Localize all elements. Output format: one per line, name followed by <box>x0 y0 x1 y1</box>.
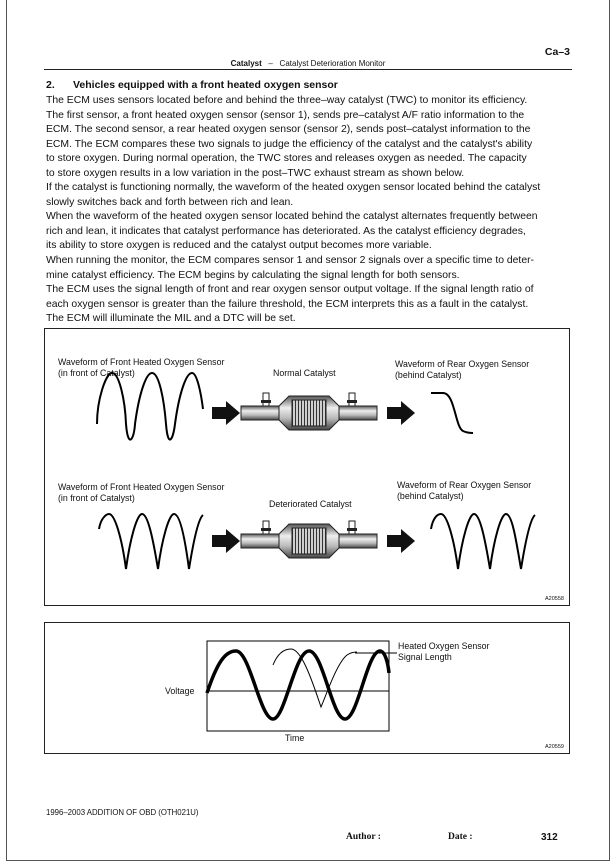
deteriorated-catalyst-icon <box>241 521 377 558</box>
body-line: The ECM uses sensors located before and behind the three–way catalyst (TWC) to monitor its efficiency. <box>46 95 528 106</box>
normal-front-label: Waveform of Front Heated Oxygen Sensor <box>58 357 225 367</box>
body-line: The first sensor, a front heated oxygen sensor (sensor 1), sends pre–catalyst A/F ratio information to the <box>46 109 525 121</box>
page-number: 312 <box>541 832 558 843</box>
body-line: rich and lean, it indicates that catalyst performance has deteriorated. As the catalyst efficiency degrades, <box>46 225 526 237</box>
section-number: 2. <box>46 79 55 91</box>
body-line: to store oxygen results in a low variation in the post–TWC exhaust stream as shown below. <box>46 167 465 179</box>
figure1-code: A20558 <box>545 596 564 602</box>
figure-catalyst-waveforms <box>44 328 570 606</box>
deteriorated-rear-label: Waveform of Rear Oxygen Sensor <box>397 480 532 490</box>
figure2-code: A20559 <box>545 744 564 750</box>
body-line: mine catalyst efficiency. The ECM begins by calculating the signal length for both sensors. <box>46 269 460 281</box>
running-header <box>46 59 570 68</box>
author-label: Author : <box>346 832 381 842</box>
header-separator: – <box>268 59 273 68</box>
section-heading-text: Vehicles equipped with a front heated oxygen sensor <box>73 79 338 91</box>
deteriorated-catalyst-label: Deteriorated Catalyst <box>269 499 352 509</box>
normal-rear-sublabel: (behind Catalyst) <box>395 370 462 380</box>
body-text <box>46 94 576 327</box>
body-line: each oxygen sensor is greater than the failure threshold, the ECM interprets this as a fault in the catalyst. <box>46 298 529 310</box>
deteriorated-flow-arrow-in <box>212 529 240 553</box>
body-line: When the waveform of the heated oxygen sensor located behind the catalyst alternates frequently between <box>46 211 538 223</box>
normal-front-waveform <box>97 373 203 440</box>
normal-catalyst-icon <box>241 393 377 430</box>
body-line: ECM. The ECM compares these two signals to judge the efficiency of the catalyst and the catalyst's ability <box>46 138 533 150</box>
date-label: Date : <box>448 832 473 842</box>
header-rule <box>44 69 572 70</box>
section-title: Catalyst <box>230 59 262 68</box>
figure1-drawing <box>45 329 571 607</box>
time-axis-label: Time <box>285 733 305 743</box>
signal-length-label: Heated Oxygen Sensor <box>398 641 490 651</box>
normal-rear-waveform <box>431 393 473 433</box>
deteriorated-front-waveform <box>99 514 203 569</box>
publication-info: 1996–2003 ADDITION OF OBD (OTH021U) <box>46 808 199 817</box>
body-line: slowly switches back and forth between rich and lean. <box>46 196 294 208</box>
body-line: When running the monitor, the ECM compares sensor 1 and sensor 2 signals over a specific time to deter- <box>46 255 535 267</box>
deteriorated-front-sublabel: (in front of Catalyst) <box>58 493 135 503</box>
voltage-axis-label: Voltage <box>165 686 195 696</box>
body-line: to store oxygen. During normal operation, the TWC stores and releases oxygen as needed. The capacity <box>46 153 527 165</box>
body-line: The ECM uses the signal length of front and rear oxygen sensor output voltage. If the signal length ratio of <box>46 284 534 296</box>
figure-signal-length <box>44 622 570 754</box>
normal-rear-label: Waveform of Rear Oxygen Sensor <box>395 359 530 369</box>
deteriorated-front-label: Waveform of Front Heated Oxygen Sensor <box>58 482 225 492</box>
body-line: its ability to store oxygen is reduced and the catalyst output becomes more variable. <box>46 240 432 252</box>
figure2-drawing <box>45 623 571 755</box>
signal-length-sublabel: Signal Length <box>398 652 452 662</box>
voltage-waveform <box>207 651 389 719</box>
section-heading <box>46 79 338 91</box>
section-subtitle: Catalyst Deterioration Monitor <box>279 59 386 68</box>
normal-front-sublabel: (in front of Catalyst) <box>58 368 135 378</box>
deteriorated-rear-waveform <box>431 514 535 569</box>
normal-catalyst-label: Normal Catalyst <box>273 368 336 378</box>
normal-flow-arrow-in <box>212 401 240 425</box>
body-line: The ECM will illuminate the MIL and a DTC will be set. <box>46 313 296 325</box>
body-line: ECM. The second sensor, a rear heated oxygen sensor (sensor 2), sends post–catalyst information to the <box>46 124 531 136</box>
deteriorated-rear-sublabel: (behind Catalyst) <box>397 491 464 501</box>
page-code: Ca–3 <box>544 46 570 58</box>
deteriorated-flow-arrow-out <box>387 529 415 553</box>
body-line: If the catalyst is functioning normally, the waveform of the heated oxygen sensor located behind the catalyst <box>46 182 541 194</box>
normal-flow-arrow-out <box>387 401 415 425</box>
